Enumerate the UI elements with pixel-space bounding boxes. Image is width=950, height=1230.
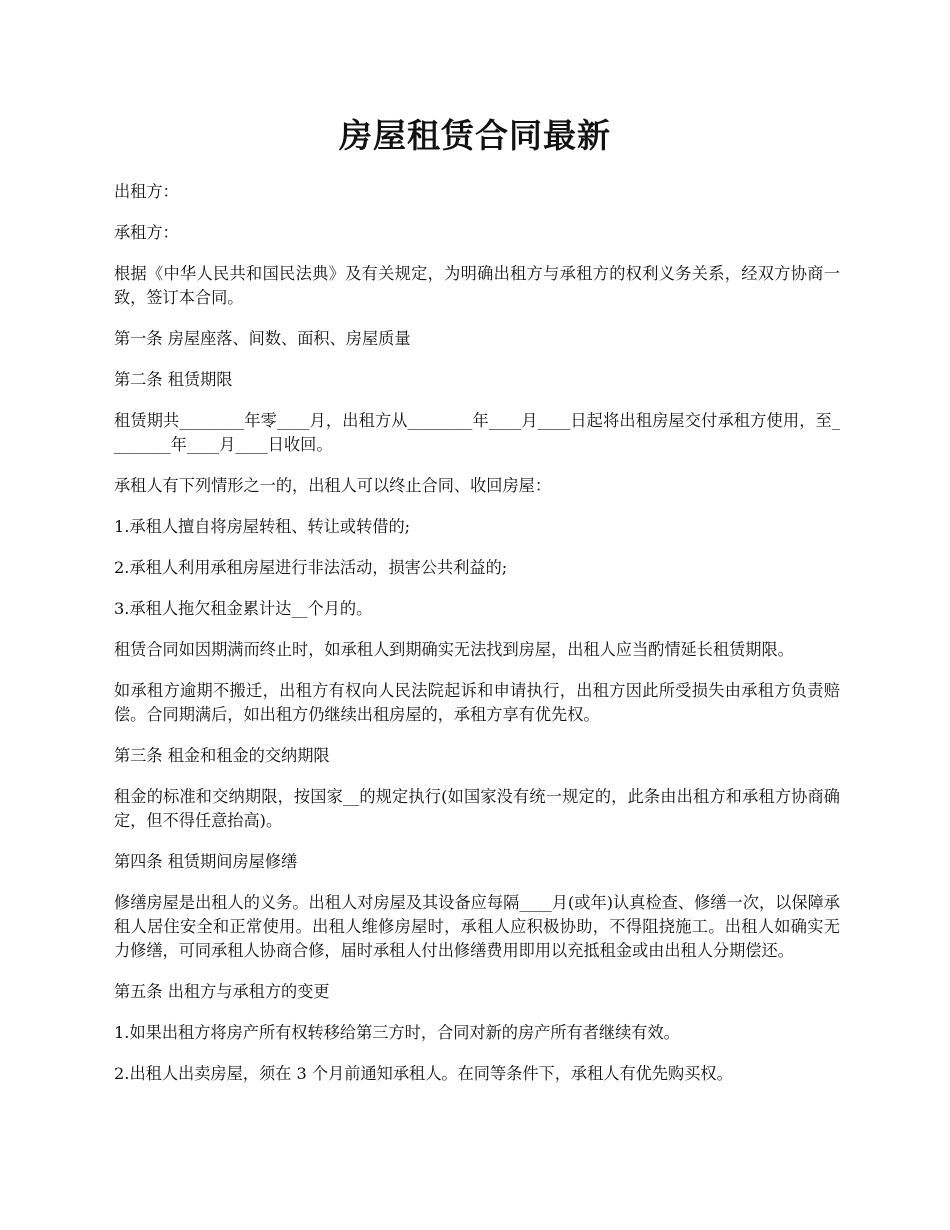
expiry-extension-paragraph: 租赁合同如因期满而终止时，如承租人到期确实无法找到房屋，出租人应当酌情延长租赁期限。 bbox=[114, 640, 794, 659]
overdue-move-paragraph: 如承租方逾期不搬迁，出租方有权向人民法院起诉和申请执行，出租方因此所受损失由承租方负责赔偿。合同期满后，如出租方仍继续出租房屋的，承租方享有优先权。 bbox=[114, 681, 840, 724]
rent-standard-paragraph: 租金的标准和交纳期限，按国家__的规定执行(如国家没有统一规定的，此条由出租方和承租方协商确定，但不得任意抬高)。 bbox=[114, 787, 840, 830]
repair-paragraph: 修缮房屋是出租人的义务。出租人对房屋及其设备应每隔____月(或年)认真检查、修缮一次，以保障承租人居住安全和正常使用。出租人维修房屋时，承租人应积极协助，不得阻挠施工。出租人如确实无力修缮，可同承租人协商合修，届时承租人付出修缮费用即用以充抵租金或由出租人分期偿还。 bbox=[114, 893, 840, 960]
lessee-line: 承租方： bbox=[114, 223, 179, 242]
article-2-heading: 第二条 租赁期限 bbox=[114, 370, 233, 389]
article-5-heading: 第五条 出租方与承租方的变更 bbox=[114, 982, 330, 1001]
change-item-2: 2.出租人出卖房屋，须在 3 个月前通知承租人。在同等条件下，承租人有优先购买权。 bbox=[114, 1064, 733, 1083]
preamble: 根据《中华人民共和国民法典》及有关规定，为明确出租方与承租方的权利义务关系，经双方协商一致，签订本合同。 bbox=[114, 264, 840, 307]
article-1-heading: 第一条 房屋座落、间数、面积、房屋质量 bbox=[114, 329, 411, 348]
lease-term-paragraph: 租赁期共________年零____月，出租方从________年____月____日起将出租房屋交付承租方使用，至________年____月____日收回。 bbox=[114, 411, 840, 454]
document-body bbox=[114, 180, 840, 1103]
document-title: 房屋租赁合同最新 bbox=[339, 116, 611, 155]
article-3-heading: 第三条 租金和租金的交纳期限 bbox=[114, 746, 330, 765]
termination-intro: 承租人有下列情形之一的，出租人可以终止合同、收回房屋： bbox=[114, 476, 552, 495]
change-item-1: 1.如果出租方将房产所有权转移给第三方时，合同对新的房产所有者继续有效。 bbox=[114, 1023, 680, 1042]
termination-item-1: 1.承租人擅自将房屋转租、转让或转借的; bbox=[114, 517, 411, 536]
termination-item-3: 3.承租人拖欠租金累计达__个月的。 bbox=[114, 599, 373, 618]
lessor-line: 出租方： bbox=[114, 182, 179, 201]
termination-item-2: 2.承租人利用承租房屋进行非法活动，损害公共利益的; bbox=[114, 558, 508, 577]
article-4-heading: 第四条 租赁期间房屋修缮 bbox=[114, 852, 298, 871]
